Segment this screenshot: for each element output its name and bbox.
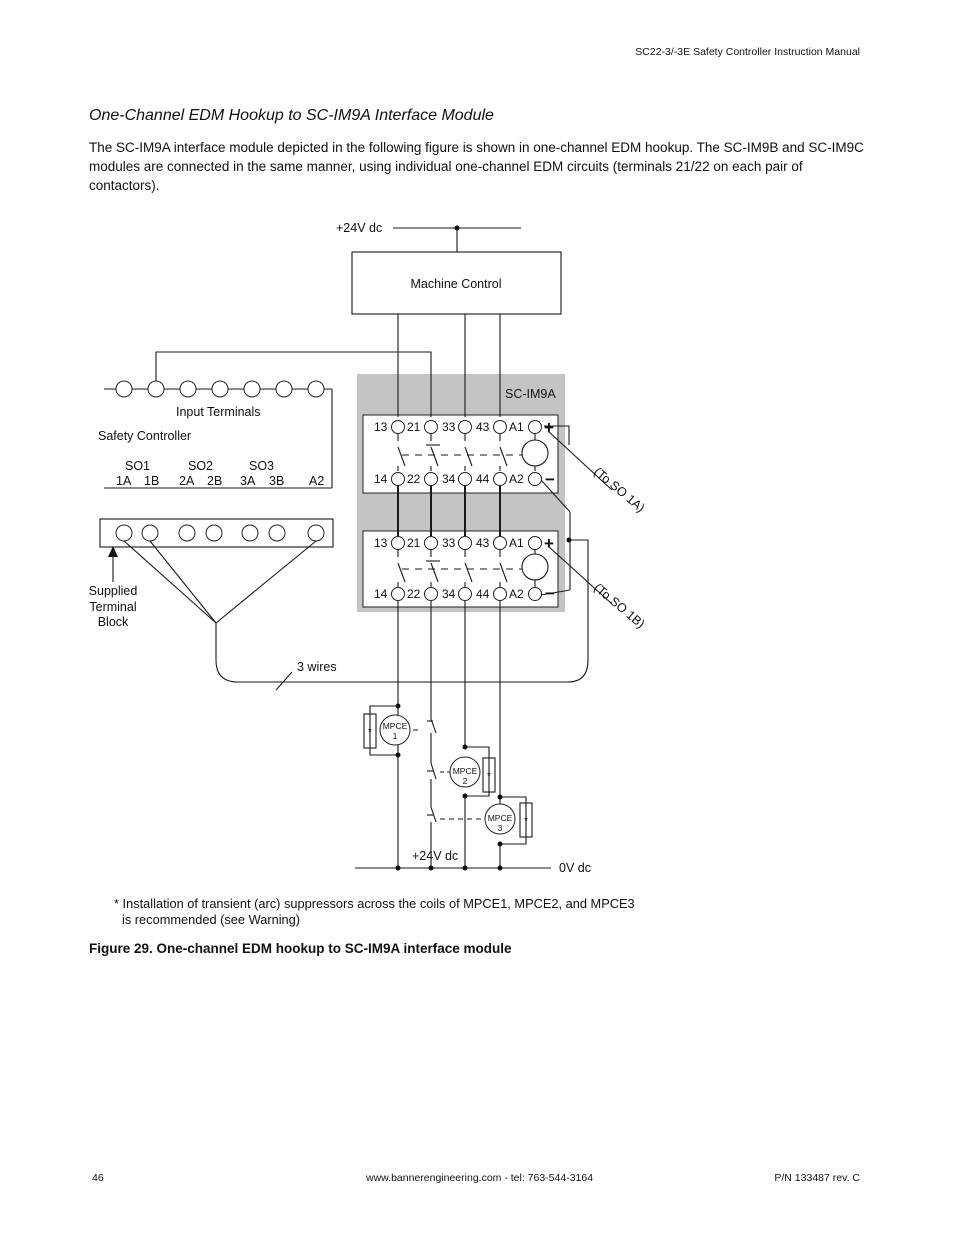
minus-sign: − [545, 470, 555, 489]
so-group-label: SO3 [249, 459, 275, 473]
so-terminal-label: 1A [116, 474, 132, 488]
safety-controller-label: Safety Controller [98, 429, 192, 443]
so-terminal-label: 2B [207, 474, 223, 488]
note-line: * Installation of transient (arc) suppressors across the coils of MPCE1, MPCE2, and MPCE3 [114, 896, 635, 911]
relay-terminal-label: 33 [442, 420, 456, 434]
relay-terminal-label: 13 [374, 536, 388, 550]
supply-top-label: +24V dc [336, 221, 383, 235]
relay-terminal-label: 44 [476, 472, 490, 486]
relay-terminal-label: 22 [407, 587, 421, 601]
mpce-num: 3 [497, 823, 503, 833]
relay-terminal-label: 43 [476, 536, 490, 550]
suppressor-mark: * [524, 816, 528, 827]
relay-terminal-label: 33 [442, 536, 456, 550]
relay-terminal-label: 14 [374, 472, 388, 486]
footer-contact: www.bannerengineering.com - tel: 763-544-3164 [366, 1172, 594, 1184]
supply-bottom-label: +24V dc [412, 849, 459, 863]
to-so-1b-label: (To SO 1B) [591, 580, 648, 632]
mpce-name: MPCE [382, 721, 408, 731]
so-group-label: SO2 [188, 459, 214, 473]
relay-terminal-label: 22 [407, 472, 421, 486]
relay-terminal-label: A2 [509, 472, 524, 486]
relay-terminal-label: 14 [374, 587, 388, 601]
suppressor-mark: * [487, 771, 491, 782]
plus-sign: + [544, 418, 554, 437]
relay-terminal-label: 43 [476, 420, 490, 434]
relay-terminal-label: 34 [442, 472, 456, 486]
page-number: 46 [92, 1172, 104, 1184]
supplied-block-label: Block [97, 615, 129, 629]
module-name-label: SC-IM9A [505, 387, 556, 401]
minus-sign: − [545, 584, 555, 603]
suppressor-mark: * [368, 727, 372, 738]
so-terminal-label: A2 [309, 474, 325, 488]
note-line: is recommended (see Warning) [122, 912, 301, 927]
to-so-1a-label: (To SO 1A) [591, 464, 648, 516]
so-terminal-label: 3B [269, 474, 285, 488]
relay-terminal-label: 13 [374, 420, 388, 434]
manual-title: SC22-3/-3E Safety Controller Instruction Manual [635, 46, 860, 58]
zero-volt-label: 0V dc [559, 861, 591, 875]
supplied-block-label: Supplied [88, 584, 138, 598]
wires-label: 3 wires [297, 660, 337, 674]
so-terminal-label: 2A [179, 474, 195, 488]
so-terminal-label: 1B [144, 474, 160, 488]
supplied-block-label: Terminal [89, 600, 137, 614]
relay-terminal-label: A1 [509, 536, 524, 550]
part-number: P/N 133487 rev. C [774, 1172, 860, 1184]
section-title: One-Channel EDM Hookup to SC-IM9A Interface Module [89, 107, 494, 124]
relay-terminal-label: 34 [442, 587, 456, 601]
mpce-name: MPCE [452, 766, 478, 776]
relay-terminal-label: 44 [476, 587, 490, 601]
mpce-num: 1 [392, 731, 398, 741]
so-group-label: SO1 [125, 459, 151, 473]
input-terminals-label: Input Terminals [176, 405, 261, 419]
mpce-name: MPCE [487, 813, 513, 823]
mpce-num: 2 [462, 776, 468, 786]
relay-terminal-label: A2 [509, 587, 524, 601]
plus-sign: + [544, 534, 554, 553]
relay-terminal-label: A1 [509, 420, 524, 434]
machine-control-label: Machine Control [410, 277, 502, 291]
so-terminal-label: 3A [240, 474, 256, 488]
intro-paragraph: The SC-IM9A interface module depicted in the following figure is shown in one-channel EDM hookup. The SC-IM9B and SC-IM9C modules are connected in the same manner, using individual one-channel EDM circuits (terminals 21/22 on each pair of contactors). [89, 140, 864, 193]
relay-terminal-label: 21 [407, 420, 421, 434]
figure-caption: Figure 29. One-channel EDM hookup to SC-IM9A interface module [89, 941, 512, 956]
suppressor-note [114, 896, 635, 928]
relay-terminal-label: 21 [407, 536, 421, 550]
